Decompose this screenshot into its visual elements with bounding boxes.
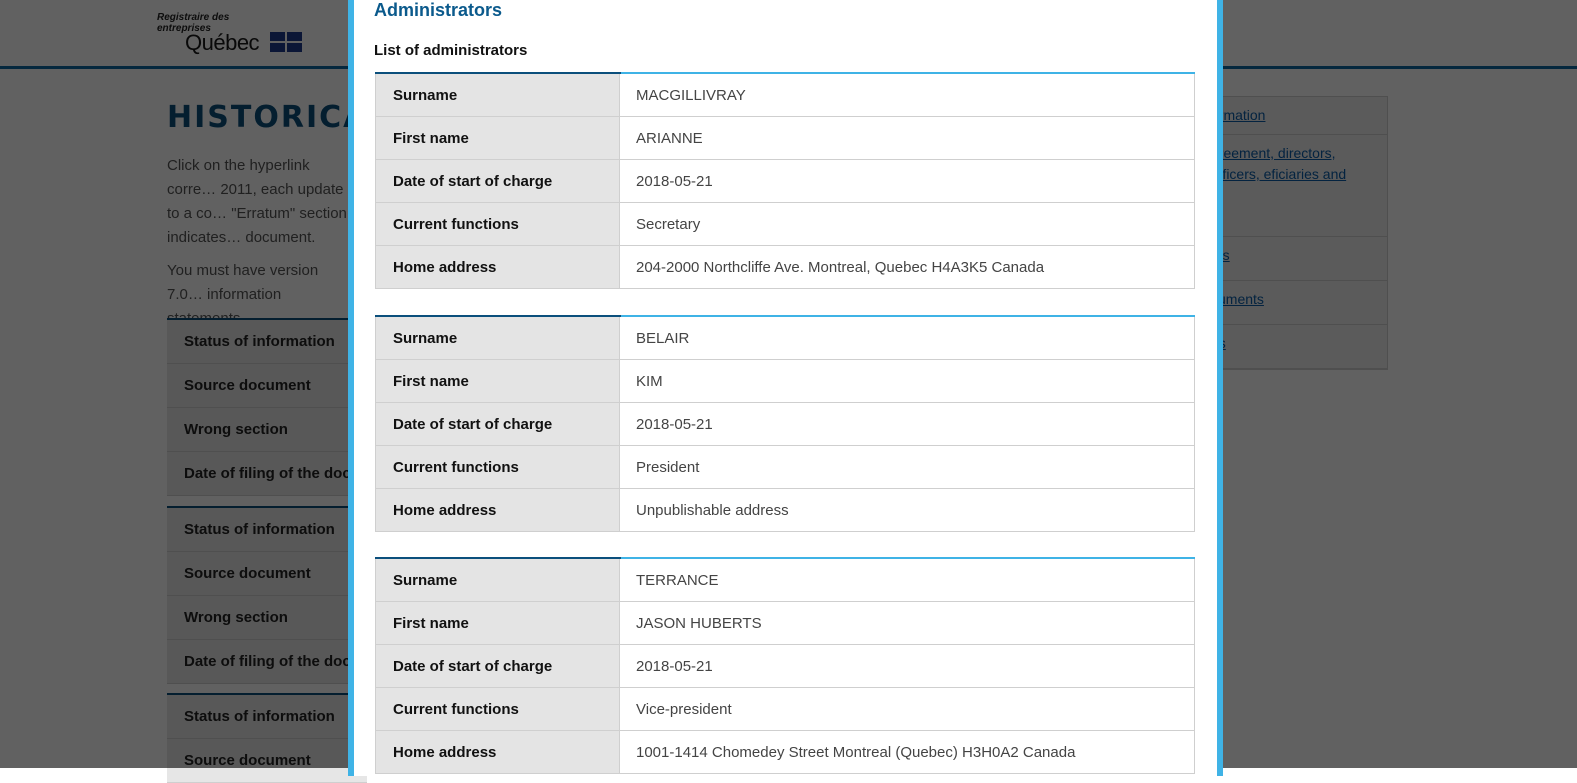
row-value: MACGILLIVRAY xyxy=(620,74,1195,116)
row-label: Date of start of charge xyxy=(375,160,620,202)
row-value: ARIANNE xyxy=(620,117,1195,159)
row-value: President xyxy=(620,446,1195,488)
row-label: First name xyxy=(375,602,620,644)
row-label: Home address xyxy=(375,489,620,531)
row-label: Current functions xyxy=(375,446,620,488)
administrator-table xyxy=(375,557,1195,774)
row-label: Home address xyxy=(375,731,620,773)
row-label: Date of start of charge xyxy=(375,403,620,445)
row-label: Date of start of charge xyxy=(375,645,620,687)
table-row xyxy=(375,317,1195,360)
table-row xyxy=(375,246,1195,289)
row-value: 2018-05-21 xyxy=(620,160,1195,202)
row-label: First name xyxy=(375,117,620,159)
administrators-modal xyxy=(348,0,1223,776)
row-label: Current functions xyxy=(375,688,620,730)
table-row xyxy=(375,489,1195,532)
row-value: KIM xyxy=(620,360,1195,402)
table-row xyxy=(375,403,1195,446)
administrator-table xyxy=(375,315,1195,532)
row-value: BELAIR xyxy=(620,317,1195,359)
row-label: Current functions xyxy=(375,203,620,245)
row-value: 2018-05-21 xyxy=(620,645,1195,687)
row-value: Unpublishable address xyxy=(620,489,1195,531)
row-label: Surname xyxy=(375,317,620,359)
modal-title: Administrators xyxy=(374,0,503,20)
table-row xyxy=(375,602,1195,645)
row-value: Vice-president xyxy=(620,688,1195,730)
row-value: JASON HUBERTS xyxy=(620,602,1195,644)
row-value: Secretary xyxy=(620,203,1195,245)
row-value: 2018-05-21 xyxy=(620,403,1195,445)
table-row xyxy=(375,74,1195,117)
row-label: Surname xyxy=(375,559,620,601)
table-row xyxy=(375,360,1195,403)
table-row xyxy=(375,688,1195,731)
administrator-table xyxy=(375,72,1195,289)
table-row xyxy=(375,446,1195,489)
row-label: Surname xyxy=(375,74,620,116)
table-row xyxy=(375,117,1195,160)
table-row xyxy=(375,160,1195,203)
row-value: 204-2000 Northcliffe Ave. Montreal, Quebec H4A3K5 Canada xyxy=(620,246,1195,288)
table-row xyxy=(375,645,1195,688)
table-row xyxy=(375,203,1195,246)
modal-subtitle: List of administrators xyxy=(374,42,528,59)
table-row xyxy=(375,559,1195,602)
row-value: 1001-1414 Chomedey Street Montreal (Quebec) H3H0A2 Canada xyxy=(620,731,1195,773)
row-label: Home address xyxy=(375,246,620,288)
row-value: TERRANCE xyxy=(620,559,1195,601)
row-label: First name xyxy=(375,360,620,402)
